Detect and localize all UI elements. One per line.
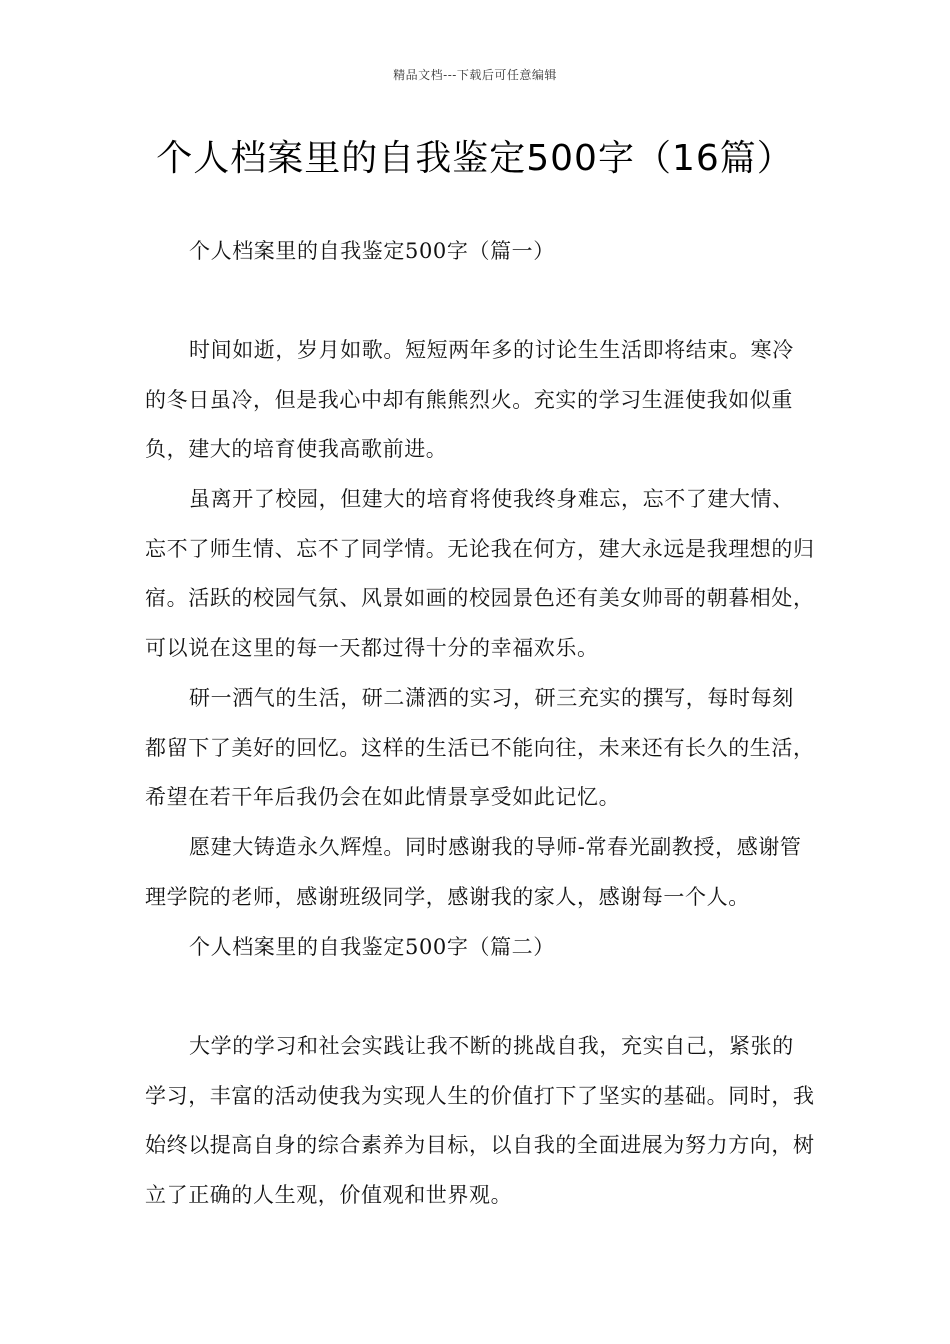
- paragraph: 大学的学习和社会实践让我不断的挑战自我，充实自己，紧张的学习，丰富的活动使我为实现人生的价值打下了坚实的基础。同时，我始终以提高自身的综合素养为目标，以自我的全面进展为努力方向，树立了正确的人生观，价值观和世界观。: [145, 1034, 815, 1207]
- section-heading-1: 个人档案里的自我鉴定500字（篇一）: [189, 239, 555, 263]
- document-title: 个人档案里的自我鉴定500字（16篇）: [156, 138, 794, 179]
- section-heading-2: 个人档案里的自我鉴定500字（篇二）: [189, 935, 555, 959]
- paragraph: 虽离开了校园，但建大的培育将使我终身难忘，忘不了建大情、忘不了师生情、忘不了同学情。无论我在何方，建大永远是我理想的归宿。活跃的校园气氛、风景如画的校园景色还有美女帅哥的朝暮相处，可以说在这里的每一天都过得十分的幸福欢乐。: [145, 487, 815, 660]
- paragraph: 时间如逝，岁月如歌。短短两年多的讨论生生活即将结束。寒冷的冬日虽冷，但是我心中却有熊熊烈火。充实的学习生涯使我如似重负，建大的培育使我高歌前进。: [145, 338, 794, 461]
- page-header: 精品文档---下载后可任意编辑: [393, 68, 557, 82]
- paragraph: 研一洒气的生活，研二潇洒的实习，研三充实的撰写，每时每刻都留下了美好的回忆。这样的生活已不能向往，未来还有长久的生活，希望在若干年后我仍会在如此情景享受如此记忆。: [145, 686, 815, 809]
- paragraph: 愿建大铸造永久辉煌。同时感谢我的导师-常春光副教授，感谢管理学院的老师，感谢班级同学，感谢我的家人，感谢每一个人。: [145, 835, 802, 909]
